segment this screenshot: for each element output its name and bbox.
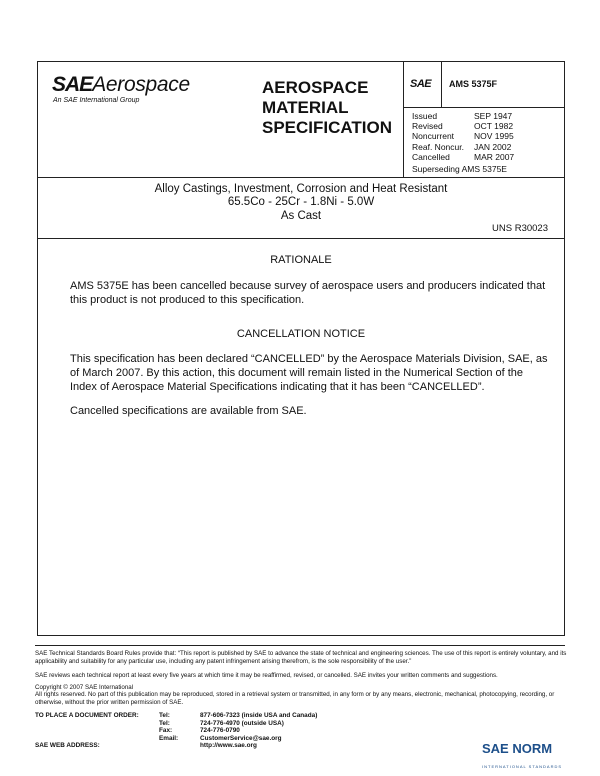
date-label: Reaf. Noncur. (412, 141, 464, 152)
contact-label: Tel: (159, 712, 170, 719)
document-dates (412, 111, 514, 162)
logo-sae-text: SAE (52, 73, 93, 96)
availability-text: Cancelled specifications are available from SAE. (70, 405, 307, 417)
header-divider (441, 61, 442, 107)
rationale-heading: RATIONALE (270, 254, 332, 266)
order-contact-block (35, 712, 317, 750)
norm-logo-text: SAE NORM (482, 741, 553, 756)
contact-label: Fax: (159, 727, 173, 735)
date-row (412, 121, 514, 131)
header-divider (403, 107, 565, 108)
document-title (37, 183, 565, 223)
title-line: Alloy Castings, Investment, Corrosion and Heat Resistant (154, 183, 448, 195)
date-label: Issued (412, 111, 438, 121)
date-label: Cancelled (412, 151, 450, 162)
footer-rules-text: SAE Technical Standards Board Rules provide that: “This report is published by SAE to advance the state of technical and engineering sciences. The use of this report is entirely voluntary, and its applicability and suitability for any particular use, including any patent infringement arising therefrom, is the sole responsibility of the user.” (35, 650, 567, 665)
logo-aerospace-text: Aerospace (92, 73, 190, 96)
date-value: JAN 2002 (474, 141, 512, 152)
uns-number: UNS R30023 (492, 223, 548, 234)
header-divider (403, 61, 404, 177)
title-rule (37, 238, 565, 239)
sae-aerospace-logo (52, 73, 190, 97)
date-row (412, 142, 514, 152)
document-type (262, 78, 392, 138)
contact-value[interactable]: 724-776-4970 (outside USA) (200, 719, 284, 727)
title-line: 65.5Co - 25Cr - 1.8Ni - 5.0W (227, 196, 375, 209)
date-label: Revised (412, 121, 443, 132)
footer-rights-text: All rights reserved. No part of this publication may be reproduced, stored in a retrieval system or transmitted, in any form or by any means, electronic, mechanical, photocopying, recording, or otherwise, without the prior written permission of SAE. (35, 691, 555, 706)
document-type-line: MATERIAL (262, 98, 349, 117)
web-address-link[interactable]: http://www.sae.org (200, 742, 257, 750)
rationale-text: AMS 5375E has been cancelled because survey of aerospace users and producers indicated that this product is not produced to this specification. (70, 280, 546, 306)
document-type-line: AEROSPACE (262, 78, 369, 97)
contact-email-link[interactable]: CustomerService@sae.org (200, 734, 282, 742)
title-line: As Cast (280, 209, 322, 222)
header-rule (37, 177, 565, 178)
superseding-note: Superseding AMS 5375E (412, 164, 507, 174)
date-label: Noncurrent (412, 131, 455, 142)
norm-logo-subtext: INTERNATIONAL STANDARDS (482, 764, 563, 769)
cancellation-text: This specification has been declared “CANCELLED” by the Aerospace Materials Division, SAE, as of March 2007. By this action, this document will remain listed in the Numerical Section of the Index of Aerospace Material Specifications indicating that it has been “CANCELLED”. (70, 353, 548, 393)
date-value: NOV 1995 (474, 131, 514, 142)
contact-value: 724-776-0790 (200, 727, 240, 735)
date-row (412, 152, 514, 162)
date-value: OCT 1982 (474, 121, 514, 132)
footer-copyright: Copyright © 2007 SAE International (35, 684, 134, 691)
date-value: SEP 1947 (474, 111, 513, 121)
web-label: SAE WEB ADDRESS: (35, 742, 100, 750)
document-type-line: SPECIFICATION (262, 118, 393, 137)
footer-rule (35, 645, 565, 646)
cancellation-heading: CANCELLATION NOTICE (236, 328, 366, 340)
sae-small-logo: SAE (410, 78, 432, 90)
order-label: TO PLACE A DOCUMENT ORDER: (35, 712, 139, 719)
contact-value[interactable]: 877-606-7323 (inside USA and Canada) (200, 712, 318, 719)
logo-tagline: An SAE International Group (53, 97, 140, 104)
contact-label: Email: (159, 734, 179, 742)
date-value: MAR 2007 (474, 151, 515, 162)
sae-norm-logo (482, 740, 563, 769)
contact-label: Tel: (159, 719, 170, 727)
footer-review-text: SAE reviews each technical report at least every five years at which time it may be reaffirmed, revised, or cancelled. SAE invites your written comments and suggestions. (35, 672, 498, 679)
document-number: AMS 5375F (449, 79, 498, 89)
date-row (412, 131, 514, 141)
date-row (412, 111, 514, 121)
